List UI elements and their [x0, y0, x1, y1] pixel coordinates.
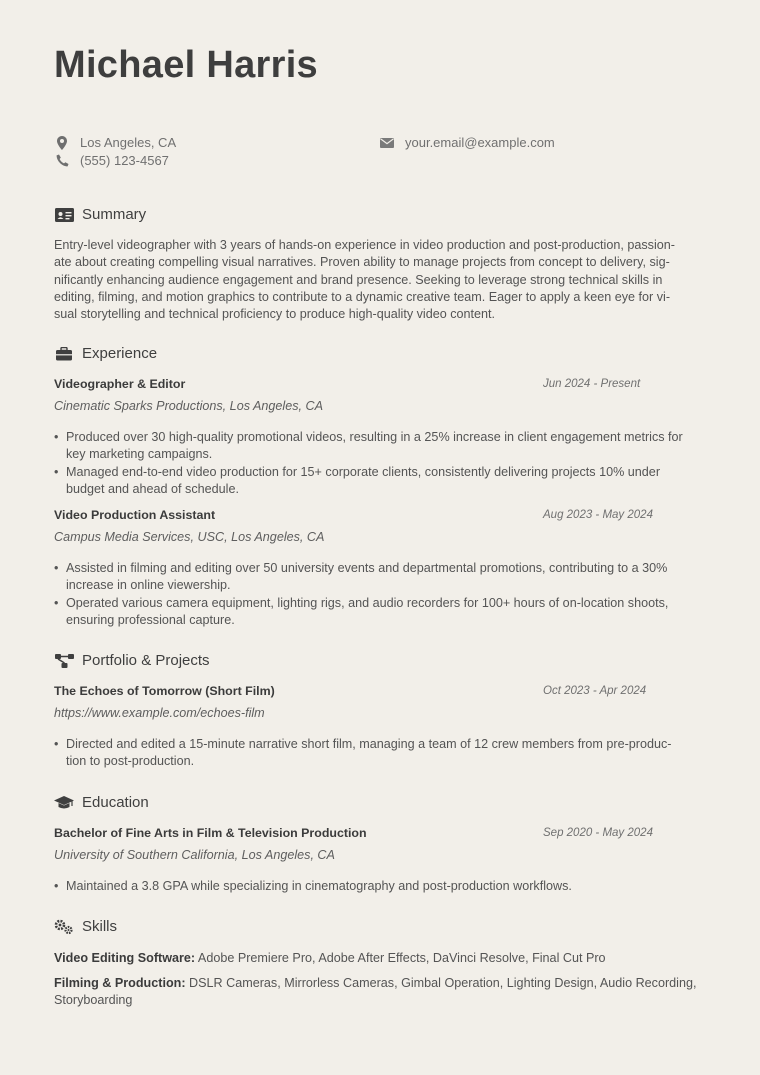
- contact-phone: [54, 153, 169, 168]
- summary-line: Entry-level videographer with 3 years of hands-on experience in video production and post-production, passion-: [54, 238, 675, 252]
- school-name: University of Southern California, Los Angeles, CA: [54, 848, 335, 862]
- envelope-icon: [379, 138, 395, 148]
- education-heading: [54, 794, 149, 811]
- bullet-item: [54, 878, 714, 895]
- bullet-line: • Produced over 30 high-quality promotional videos, resulting in a 25% increase in client engagement metrics for: [66, 430, 683, 444]
- job-date: Jun 2024 - Present: [543, 378, 641, 390]
- summary-line: sual storytelling and technical proficiency to produce high-quality video content.: [54, 307, 496, 322]
- briefcase-icon: [54, 346, 74, 362]
- bullet-line: ensuring professional capture.: [66, 612, 235, 627]
- summary-line: ate about creating compelling visual narratives. Proven ability to manage projects from concept to delivery, sig-: [54, 255, 670, 270]
- phone-text: (555) 123-4567: [80, 153, 169, 168]
- skill-group-label: Filming & Production:: [54, 976, 186, 990]
- location-text: Los Angeles, CA: [80, 135, 177, 150]
- job-title: Video Production Assistant: [54, 508, 216, 522]
- summary-title: Summary: [82, 206, 147, 223]
- skill-group-values: DSLR Cameras, Mirrorless Cameras, Gimbal Operation, Lighting Design, Audio Recording,: [189, 976, 697, 990]
- contact-location: [54, 135, 176, 150]
- education-bullets: [54, 878, 714, 895]
- map-marker-icon: [54, 136, 70, 150]
- skill-group-label: Video Editing Software:: [54, 951, 196, 965]
- skill-group-values: Storyboarding: [54, 993, 133, 1008]
- bullet-line: budget and ahead of schedule.: [66, 481, 239, 496]
- job-company: Campus Media Services, USC, Los Angeles, CA: [54, 530, 325, 544]
- portfolio-heading: [54, 652, 210, 669]
- job-company: Cinematic Sparks Productions, Los Angeles, CA: [54, 399, 324, 413]
- id-card-icon: [54, 207, 74, 223]
- bullet-item: [54, 595, 714, 630]
- bullet-line: • Directed and edited a 15-minute narrative short film, managing a team of 12 crew members from pre-produc-: [66, 737, 672, 751]
- candidate-name: Michael Harris: [54, 44, 318, 86]
- bullet-line: • Assisted in filming and editing over 50 university events and departmental promotions, contributing to a 30%: [66, 561, 668, 575]
- project-date: Oct 2023 - Apr 2024: [543, 685, 647, 697]
- bullet-item: [54, 560, 714, 595]
- gears-icon: [54, 919, 74, 935]
- contact-email: [379, 135, 555, 150]
- bullet-line: • Managed end-to-end video production for 15+ corporate clients, consistently delivering projects 10% under: [66, 464, 661, 479]
- education-date: Sep 2020 - May 2024: [543, 827, 653, 839]
- project-link[interactable]: https://www.example.com/echoes-film: [54, 706, 265, 720]
- job-date: Aug 2023 - May 2024: [543, 509, 653, 521]
- summary-line: nificantly enhancing audience engagement and brand presence. Seeking to leverage strong technical skills in: [54, 272, 663, 287]
- skills-heading: [54, 918, 117, 935]
- bullet-line: key marketing campaigns.: [66, 447, 213, 462]
- skill-group: [54, 950, 714, 967]
- experience-title: Experience: [82, 345, 158, 362]
- summary-heading: [54, 206, 146, 223]
- project-bullets: [54, 736, 714, 771]
- bullet-line: tion to post-production.: [66, 754, 195, 769]
- summary-line: editing, filming, and motion graphics to contribute to a dynamic creative team. Eager to apply a keen eye for vi-: [54, 289, 671, 304]
- skill-group-values: Adobe Premiere Pro, Adobe After Effects, DaVinci Resolve, Final Cut Pro: [197, 951, 606, 965]
- bullet-item: [54, 736, 714, 771]
- job-title: Videographer & Editor: [54, 377, 186, 391]
- graduation-cap-icon: [54, 795, 74, 811]
- email-link[interactable]: your.email@example.com: [405, 135, 555, 150]
- project-title: The Echoes of Tomorrow (Short Film): [54, 684, 275, 698]
- degree-title: Bachelor of Fine Arts in Film & Television Production: [54, 826, 367, 840]
- bullet-item: [54, 429, 714, 464]
- portfolio-title: Portfolio & Projects: [82, 652, 210, 669]
- job-bullets: [54, 429, 714, 498]
- phone-icon: [54, 154, 70, 167]
- bullet-line: • Maintained a 3.8 GPA while specializing in cinematography and post-production workflows.: [66, 879, 572, 893]
- skill-group: [54, 975, 714, 1010]
- bullet-item: [54, 464, 714, 499]
- job-bullets: [54, 560, 714, 629]
- experience-heading: [54, 345, 157, 362]
- summary-text: [54, 237, 710, 323]
- project-diagram-icon: [54, 653, 74, 669]
- skills-title: Skills: [82, 918, 118, 935]
- bullet-line: • Operated various camera equipment, lighting rigs, and audio recorders for 100+ hours of on-location shoots,: [66, 595, 669, 610]
- education-title: Education: [82, 794, 149, 811]
- bullet-line: increase in online viewership.: [66, 578, 231, 593]
